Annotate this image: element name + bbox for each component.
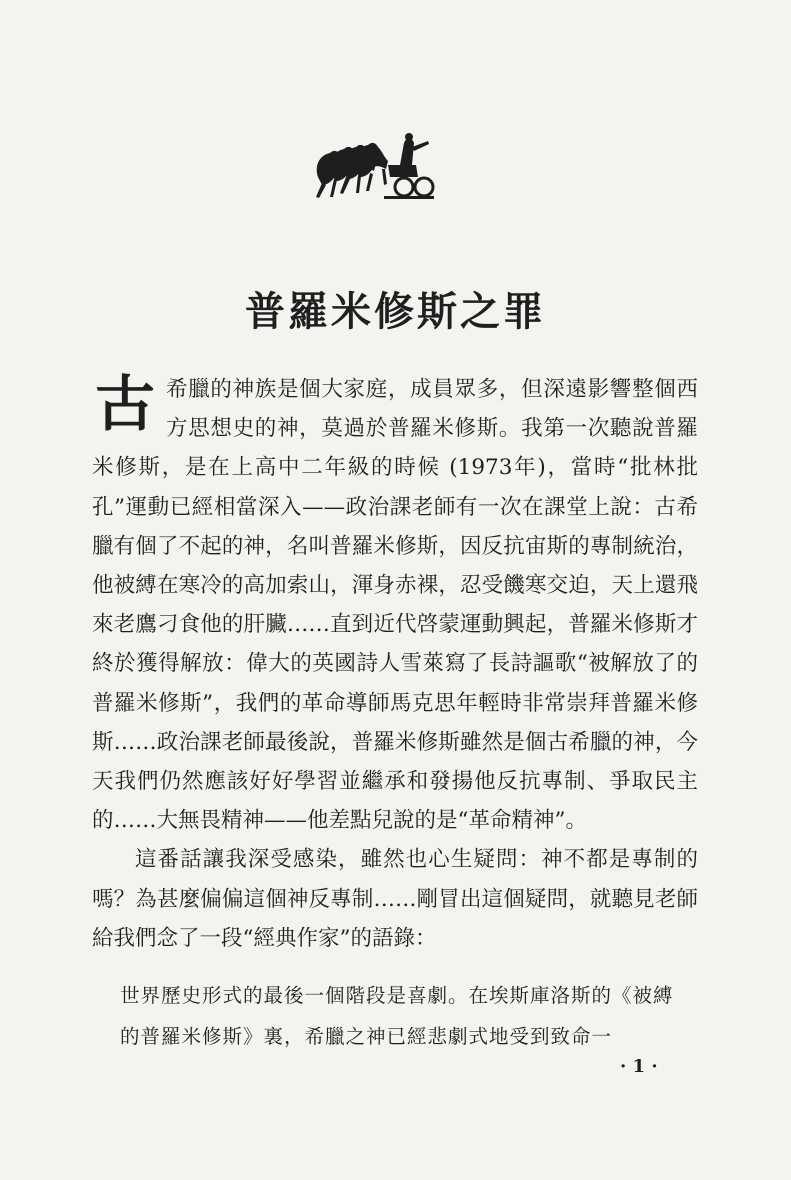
page-number: · 1 · bbox=[620, 1056, 658, 1077]
block-quote: 世界歷史形式的最後一個階段是喜劇。在埃斯庫洛斯的《被縛的普羅米修斯》裏，希臘之神已經悲劇式地受到致命一 bbox=[120, 984, 674, 1048]
paragraph-1 bbox=[92, 370, 698, 840]
paragraph-2: 這番話讓我深受感染，雖然也心生疑問：神不都是專制的嗎？為甚麼偏偏這個神反專制……剛冒出這個疑問，就聽見老師給我們念了一段“經典作家”的語錄： bbox=[92, 847, 698, 951]
chapter-title: 普羅米修斯之罪 bbox=[245, 288, 546, 335]
drop-cap: 古 bbox=[95, 370, 155, 440]
chariot-emblem-icon bbox=[300, 125, 440, 215]
chapter-body bbox=[92, 370, 698, 958]
paragraph-1-text: 希臘的神族是個大家庭，成員眾多，但深遠影響整個西方思想史的神，莫過於普羅米修斯。我第一次聽說普羅米修斯，是在上高中二年級的時候 (1973年)，當時“批林批孔”運動已經相當深入——政治課老師有一次在課堂上說：古希臘有個了不起的神，名叫普羅米修斯，因反抗宙斯的專制統治，他被縛在寒冷的高加索山，渾身赤裸，忍受饑寒交迫，天上還飛來老鷹刁食他的肝臟……直到近代啓蒙運動興起，普羅米修斯才終於獲得解放：偉大的英國詩人雪萊寫了長詩謳歌“被解放了的普羅米修斯”，我們的革命導師馬克思年輕時非常崇拜普羅米修斯……政治課老師最後說，普羅米修斯雖然是個古希臘的神，今天我們仍然應該好好學習並繼承和發揚他反抗專制、爭取民主的……大無畏精神——他差點兒說的是“革命精神”。 bbox=[92, 377, 698, 834]
